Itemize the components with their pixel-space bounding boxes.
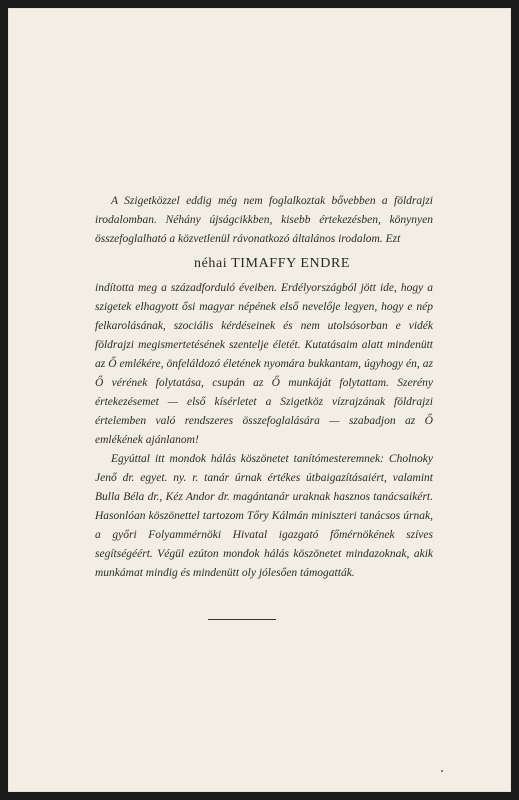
paper-speck — [441, 770, 443, 772]
dedication-paragraph: indította meg a századforduló éveiben. Erdélyországból jött ide, hogy a szigetek elhagyott ősi magyar népének első nevelője legyen, hogy e nép felkarolásának, szociális kérdéseinek és nem utolsósorban e vidék földrajzi megismertetésének szentelje életét. Kutatásaim alatt mindenütt az Ő emlékére, önfeláldozó életének nyomára bukkantam, úgyhogy én, az Ő vérének folytatása, csupán az Ő munkáját folytattam. Szerény értekezésemet — első kísérletet a Szigetköz vízrajzának földrajzi értelemben való rendszeres összefoglalására — szabadjon az Ő emlékének ajánlanom! — [95, 282, 433, 446]
closing-rule — [208, 619, 276, 620]
acknowledgement-paragraph: Egyúttal itt mondok hálás köszönetet tanítómesteremnek: Cholnoky Jenő dr. egyet. ny. r. tanár úrnak értékes útbaigazításaiért, valamint Bulla Béla dr., Kéz Andor dr. magántanár uraknak hasznos tanácsaikért. Hasonlóan köszönettel tartozom Tőry Kálmán miniszteri tanácsos úrnak, a győri Folyammérnöki Hivatal igazgató főmérnökének szíves segítségéért. Végül ezúton mondok hálás köszönetet mindazoknak, akik munkámat mindig és mindenütt oly jólesően támogatták. — [95, 453, 433, 579]
preface-text — [95, 192, 433, 583]
document-page — [8, 8, 511, 792]
intro-paragraph: A Szigetközzel eddig még nem foglalkoztak bővebben a földrajzi irodalomban. Néhány újságcikkben, kisebb értekezésben, könynyen összefoglalható a közvetlenül rávonatkozó általános irodalom. Ezt — [95, 195, 433, 245]
dedication-name: néhai TIMAFFY ENDRE — [193, 256, 351, 271]
